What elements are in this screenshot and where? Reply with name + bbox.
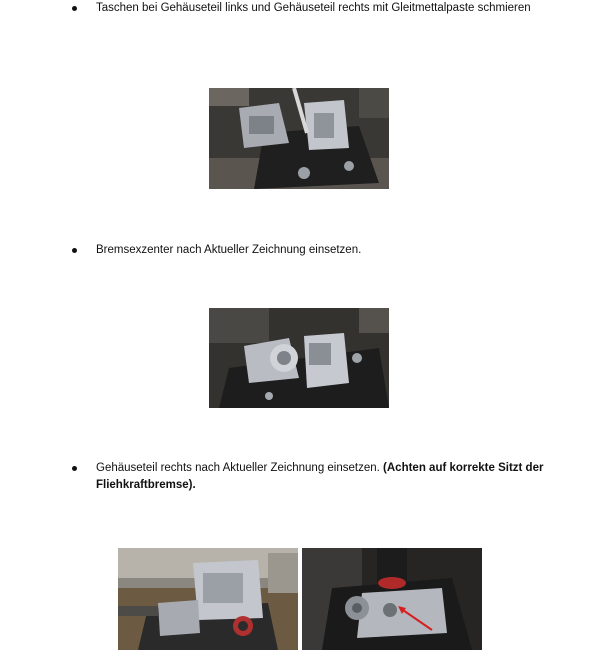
photo-step-1 <box>209 88 389 189</box>
bullet-dot <box>72 248 77 253</box>
photo-step-3-left <box>118 548 298 650</box>
bullet-dot <box>72 466 77 471</box>
photo-step-2 <box>209 308 389 408</box>
step-3-text: Gehäuseteil rechts nach Aktueller Zeichnung einsetzen. <box>96 462 384 474</box>
step-3-text-wrap <box>96 460 596 494</box>
step-2-text: Bremsexzenter nach Aktueller Zeichnung einsetzen. <box>96 244 362 256</box>
bullet-dot <box>72 6 77 11</box>
step-3-bold-text: (Achten auf korrekte Sitzt der Fliehkraftbremse). <box>96 462 544 491</box>
photo-step-3-right <box>302 548 482 650</box>
step-1-text: Taschen bei Gehäuseteil links und Gehäuseteil rechts mit Gleitmettalpaste schmieren <box>96 2 531 14</box>
